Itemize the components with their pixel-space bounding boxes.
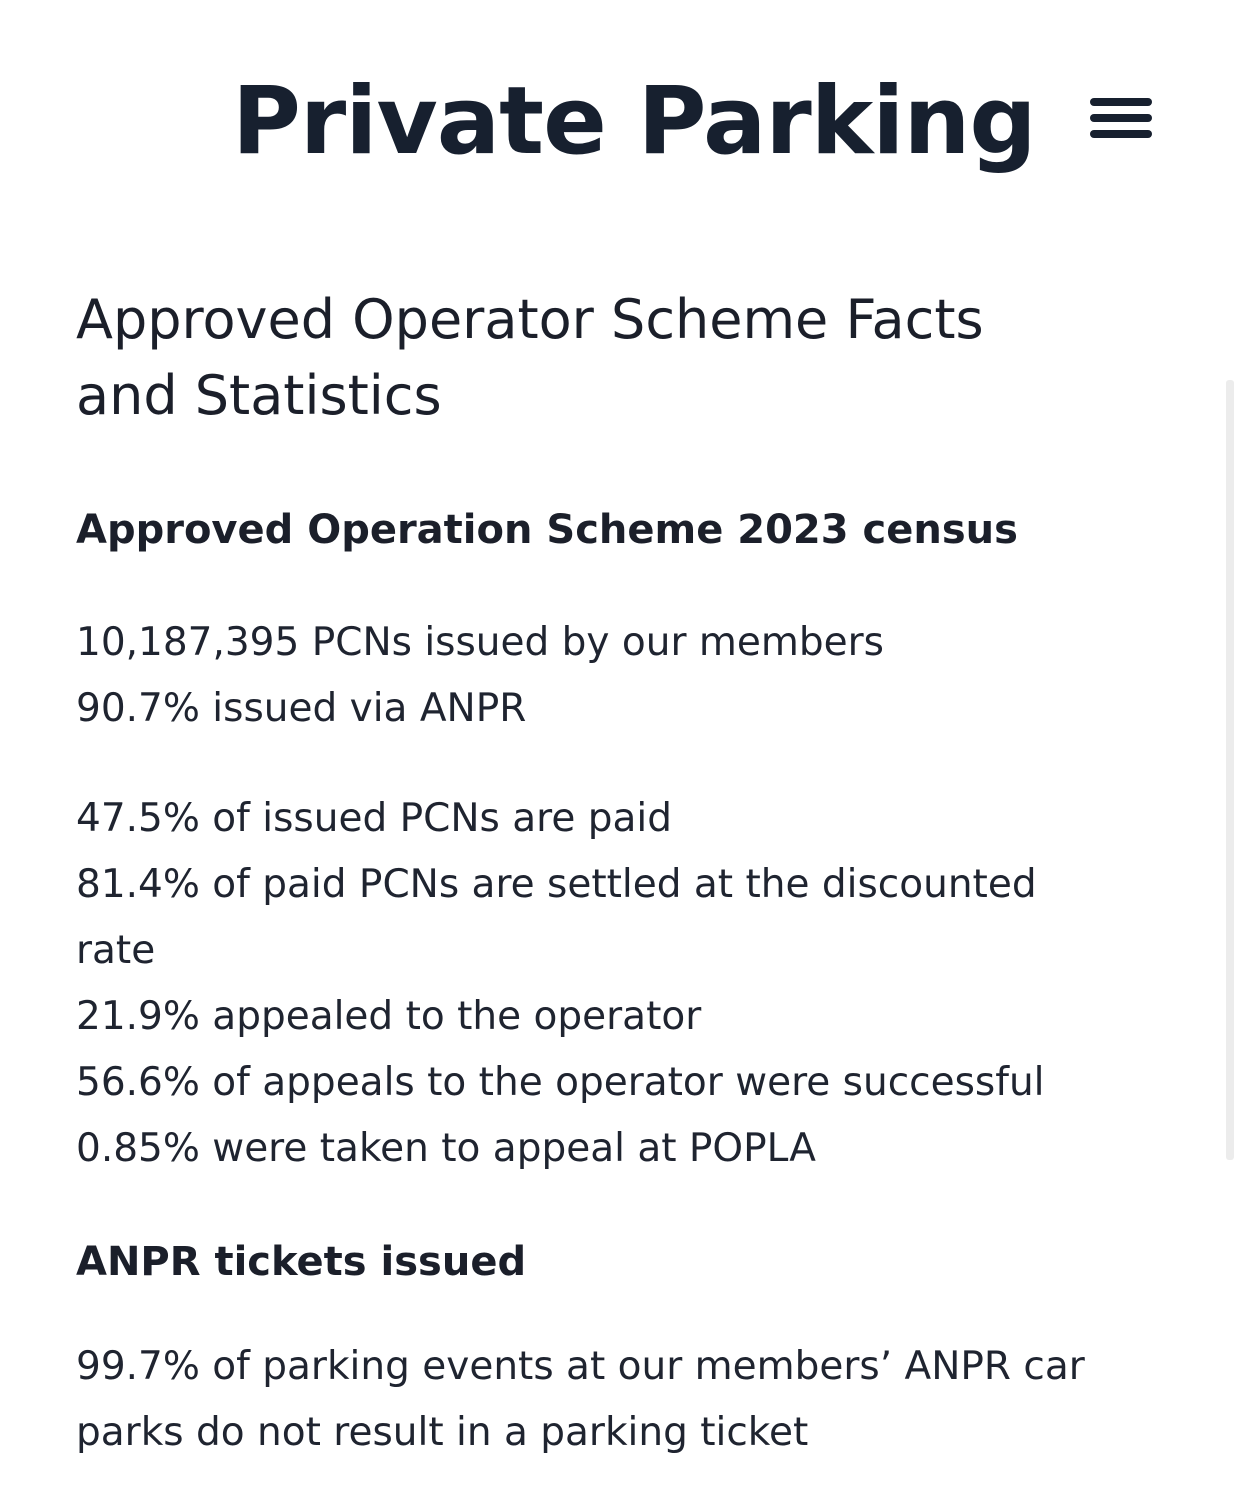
stat-line: 10,187,395 PCNs issued by our members (76, 620, 884, 665)
census-heading: Approved Operation Scheme 2023 census (76, 507, 1018, 553)
page-title-line: and Statistics (76, 364, 442, 427)
hamburger-menu-icon[interactable] (1088, 94, 1154, 146)
page-title-line: Approved Operator Scheme Facts (76, 288, 984, 351)
stat-line: 99.7% of parking events at our members’ ANPR car (76, 1344, 1085, 1389)
stat-line: 56.6% of appeals to the operator were successful (76, 1060, 1045, 1105)
menu-bar (1090, 114, 1152, 122)
stat-line: 90.7% issued via ANPR (76, 686, 527, 731)
main-content (76, 282, 1186, 1466)
stat-line: 47.5% of issued PCNs are paid (76, 796, 672, 841)
page-title (76, 282, 1186, 434)
scrollbar[interactable] (1226, 380, 1234, 1160)
site-header (0, 0, 1242, 220)
stat-line: 0.85% were taken to appeal at POPLA (76, 1126, 816, 1171)
stat-line: rate (76, 928, 156, 973)
stat-line: 81.4% of paid PCNs are settled at the discounted (76, 862, 1037, 907)
site-title[interactable]: Private Parking (232, 67, 1036, 176)
payment-appeal-stats (76, 786, 1186, 1182)
stat-line: 21.9% appealed to the operator (76, 994, 702, 1039)
issued-stats (76, 610, 1186, 742)
stat-line: parks do not result in a parking ticket (76, 1410, 809, 1455)
menu-bar (1090, 130, 1152, 138)
anpr-stats (76, 1334, 1186, 1466)
anpr-heading: ANPR tickets issued (76, 1239, 527, 1285)
menu-bar (1090, 98, 1152, 106)
